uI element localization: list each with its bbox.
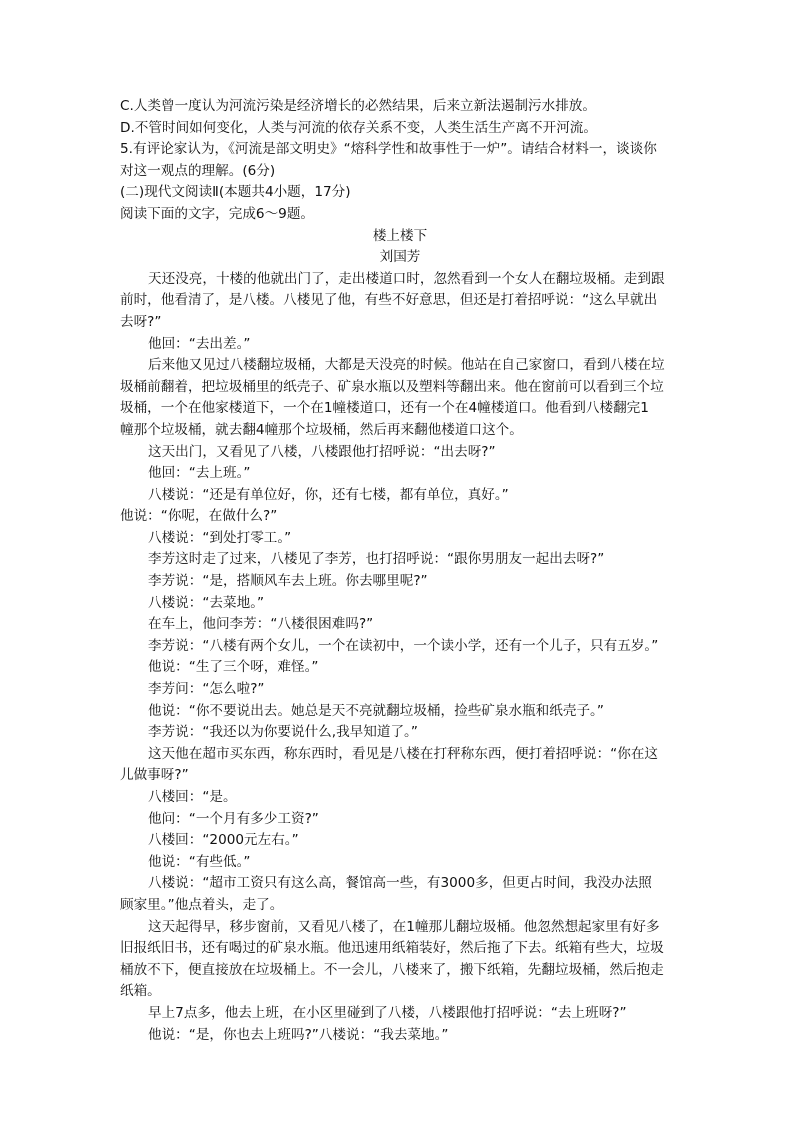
story-line: 儿做事呀?” bbox=[120, 767, 189, 784]
question-5-line-2: 对这一观点的理解。(6分) bbox=[120, 162, 276, 179]
story-line: 李芳这时走了过来，八楼见了李芳，也打招呼说：“跟你男朋友一起出去呀?” bbox=[148, 551, 605, 568]
story-line: 圾桶前翻着，把垃圾桶里的纸壳子、矿泉水瓶以及塑料等翻出来。他在窗前可以看到三个垃 bbox=[120, 378, 664, 395]
story-line: 八楼说：“去菜地。” bbox=[148, 594, 265, 611]
story-line: 他说：“有些低。” bbox=[148, 853, 251, 870]
story-line: 这天出门，又看见了八楼，八楼跟他打招呼说：“出去呀?” bbox=[148, 443, 496, 460]
document-page bbox=[120, 96, 680, 1046]
story-author: 刘国芳 bbox=[379, 249, 421, 266]
story-line: 他说：“是，你也去上班吗?”八楼说：“我去菜地。” bbox=[148, 1026, 449, 1043]
story-line: 这天起得早，移步窗前，又看见八楼了，在1幢那儿翻垃圾桶。他忽然想起家里有好多 bbox=[148, 918, 660, 935]
story-line: 幢那个垃圾桶，就去翻4幢那个垃圾桶，然后再来翻他楼道口这个。 bbox=[120, 421, 523, 438]
section-heading: (二)现代文阅读Ⅱ(本题共4小题，17分) bbox=[120, 184, 351, 201]
story-line: 纸箱。 bbox=[120, 983, 161, 1000]
option-c: C.人类曾一度认为河流污染是经济增长的必然结果，后来立新法遏制污水排放。 bbox=[120, 98, 596, 114]
story-line: 李芳说：“八楼有两个女儿，一个在读初中，一个读小学，还有一个儿子，只有五岁。” bbox=[148, 637, 659, 654]
story-line: 顾家里。”他点着头，走了。 bbox=[120, 896, 284, 913]
story-title: 楼上楼下 bbox=[372, 227, 428, 244]
story-line: 李芳问：“怎么啦?” bbox=[148, 681, 265, 698]
story-line: 八楼回：“2000元左右。” bbox=[148, 832, 299, 849]
story-line: 这天他在超市买东西，称东西时，看见是八楼在打秤称东西，便打着招呼说：“你在这 bbox=[148, 745, 659, 762]
story-line: 早上7点多，他去上班，在小区里碰到了八楼，八楼跟他打招呼说：“去上班呀?” bbox=[148, 1004, 627, 1021]
story-body bbox=[120, 269, 680, 1046]
story-line: 李芳说：“是，搭顺风车去上班。你去哪里呢?” bbox=[148, 573, 428, 590]
story-line: 去呀?” bbox=[120, 313, 162, 330]
option-d: D.不管时间如何变化，人类与河流的依存关系不变，人类生活生产离不开河流。 bbox=[120, 119, 597, 136]
story-line: 八楼说：“到处打零工。” bbox=[148, 529, 292, 546]
story-line: 在车上，他问李芳：“八楼很困难吗?” bbox=[148, 616, 374, 633]
story-line: 前时，他看清了，是八楼。八楼见了他，有些不好意思，但还是打着招呼说：“这么早就出 bbox=[120, 292, 658, 309]
story-line: 旧报纸旧书，还有喝过的矿泉水瓶。他迅速用纸箱装好，然后拖了下去。纸箱有些大，垃圾 bbox=[120, 940, 664, 957]
story-line: 后来他又见过八楼翻垃圾桶，大都是天没亮的时候。他站在自己家窗口，看到八楼在垃 bbox=[148, 357, 665, 374]
story-line: 他说：“生了三个呀，难怪。” bbox=[148, 659, 319, 676]
story-line: 八楼回：“是。 bbox=[148, 789, 237, 805]
question-5-line-1: 5.有评论家认为，《河流是部文明史》“熔科学性和故事性于一炉”。请结合材料一，谈谈你 bbox=[120, 141, 657, 158]
story-line: 天还没亮，十楼的他就出门了，走出楼道口时，忽然看到一个女人在翻垃圾桶。走到跟 bbox=[148, 270, 665, 287]
story-line: 八楼说：“还是有单位好，你，还有七楼，都有单位，真好。” bbox=[148, 486, 509, 503]
story-line: 他问：“一个月有多少工资?” bbox=[148, 810, 319, 827]
story-line: 李芳说：“我还以为你要说什么,我早知道了。” bbox=[148, 724, 418, 741]
story-line: 桶放不下，便直接放在垃圾桶上。不一会儿，八楼来了，搬下纸箱，先翻垃圾桶，然后抱走 bbox=[120, 961, 664, 978]
story-line: 八楼说：“超市工资只有这么高，餐馆高一些，有3000多，但更占时间，我没办法照 bbox=[148, 875, 652, 892]
story-line: 他回：“去上班。” bbox=[148, 465, 251, 482]
story-line: 他说：“你不要说出去。她总是天不亮就翻垃圾桶，捡些矿泉水瓶和纸壳子。” bbox=[148, 702, 604, 719]
story-line: 圾桶，一个在他家楼道下，一个在1幢楼道口，还有一个在4幢楼道口。他看到八楼翻完1 bbox=[120, 400, 649, 417]
story-line: 他说：“你呢，在做什么?” bbox=[120, 508, 278, 525]
story-line: 他回：“去出差。” bbox=[148, 335, 251, 352]
section-instruction: 阅读下面的文字，完成6～9题。 bbox=[120, 205, 315, 222]
